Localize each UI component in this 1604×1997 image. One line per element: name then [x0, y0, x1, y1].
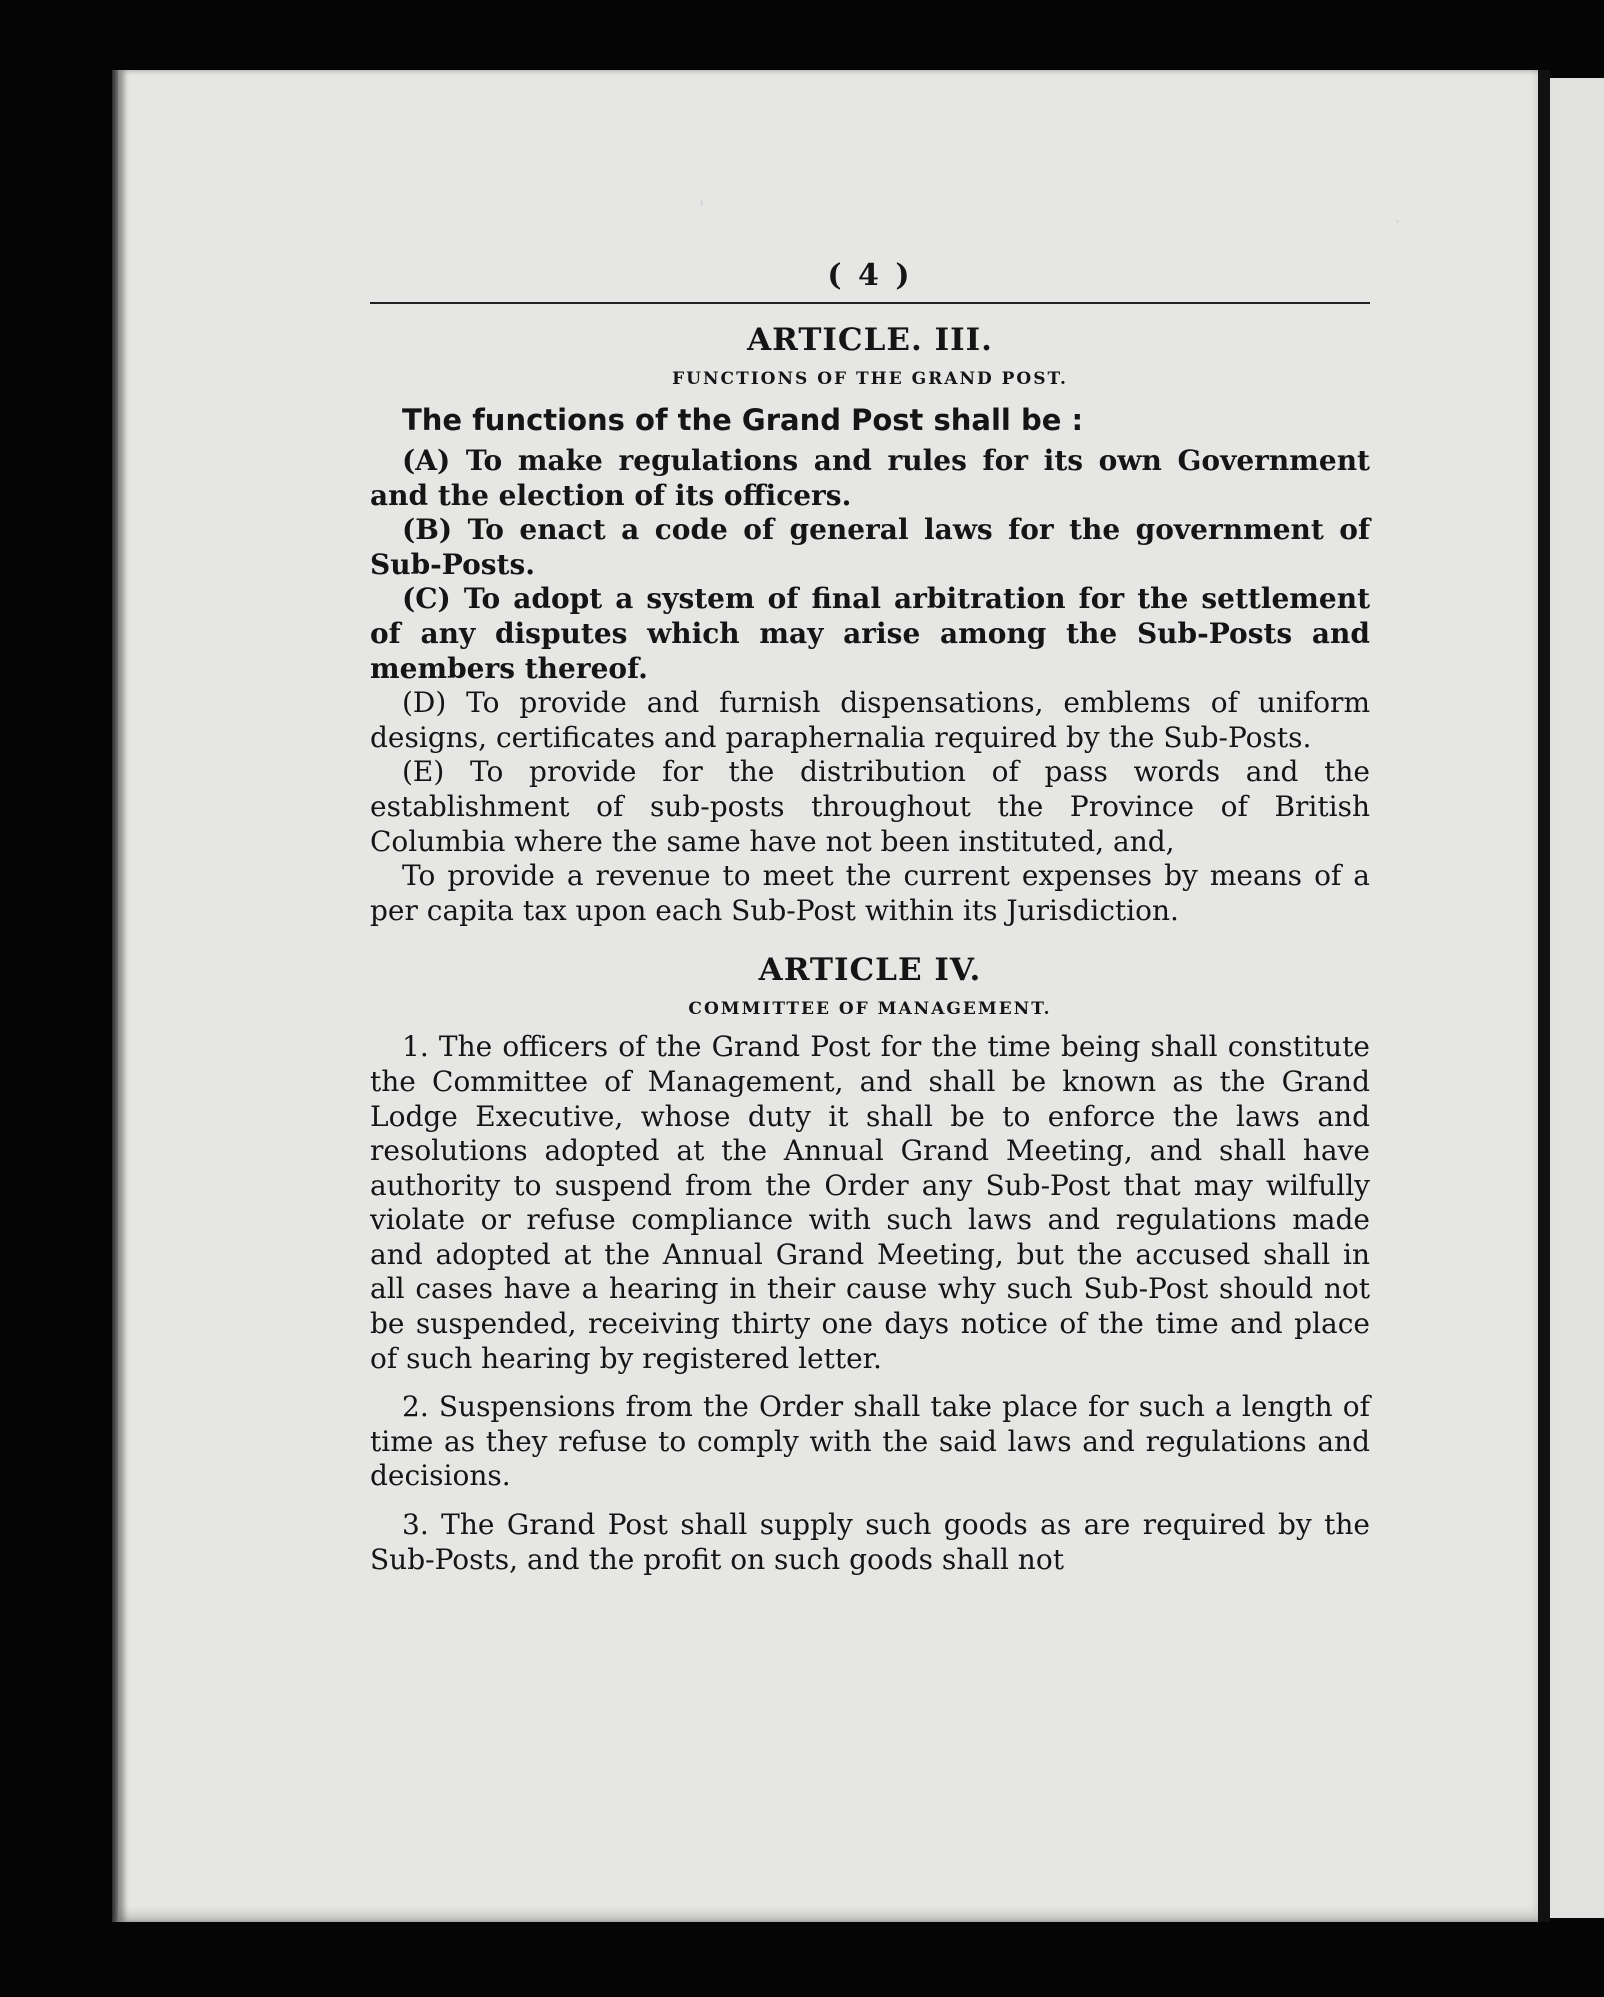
- function-item-e: (E) To provide for the distribution of pass words and the establishment of sub-posts throughout the Province of British Columbia where the same have not been instituted, and,: [370, 755, 1370, 858]
- function-item-d: (D) To provide and furnish dispensations, emblems of uniform designs, certificates and paraphernalia required by the Sub-Posts.: [370, 686, 1370, 754]
- adjacent-page: [1550, 78, 1604, 1918]
- paper-speck: [700, 200, 703, 206]
- page-right-edge: [1538, 70, 1550, 1922]
- article-4-paragraph-1: 1. The officers of the Grand Post for the time being shall constitute the Committee of Management, and shall be known as the Grand Lodge Executive, whose duty it shall be to enforce the laws and resolutions adopted at the Annual Grand Meeting, and shall have authority to suspend from the Order any Sub-Post that may wilfully violate or refuse compliance with such laws and regulations made and adopted at the Annual Grand Meeting, but the accused shall in all cases have a hearing in their cause why such Sub-Post should not be suspended, receiving thirty one days notice of the time and place of such hearing by registered letter.: [370, 1030, 1370, 1375]
- page-number: ( 4 ): [827, 258, 913, 293]
- article-4-paragraph-2: 2. Suspensions from the Order shall take place for such a length of time as they refuse to comply with the said laws and regulations and decisions.: [370, 1390, 1370, 1493]
- article-3: [370, 318, 1370, 928]
- header-rule: [370, 302, 1370, 304]
- function-item-revenue: To provide a revenue to meet the current expenses by means of a per capita tax upon each Sub-Post within its Jurisdiction.: [370, 859, 1370, 927]
- article-4-subtitle: COMMITTEE OF MANAGEMENT.: [688, 999, 1052, 1020]
- article-4: [370, 948, 1370, 1577]
- article-3-title: ARTICLE. III.: [747, 322, 993, 358]
- function-item-b: (B) To enact a code of general laws for the government of Sub-Posts.: [370, 513, 1370, 581]
- function-item-c: (C) To adopt a system of final arbitration for the settlement of any disputes which may arise among the Sub-Posts and members thereof.: [370, 582, 1370, 685]
- article-3-subtitle: FUNCTIONS OF THE GRAND POST.: [672, 369, 1068, 389]
- article-4-title: ARTICLE IV.: [758, 952, 982, 989]
- paper-speck: [1396, 220, 1399, 223]
- article-4-paragraph-3: 3. The Grand Post shall supply such goods as are required by the Sub-Posts, and the profit on such goods shall not: [370, 1508, 1370, 1576]
- article-3-intro: The functions of the Grand Post shall be :: [402, 403, 1084, 437]
- page-text: [370, 256, 1370, 1577]
- function-item-a: (A) To make regulations and rules for its own Government and the election of its officers.: [370, 444, 1370, 512]
